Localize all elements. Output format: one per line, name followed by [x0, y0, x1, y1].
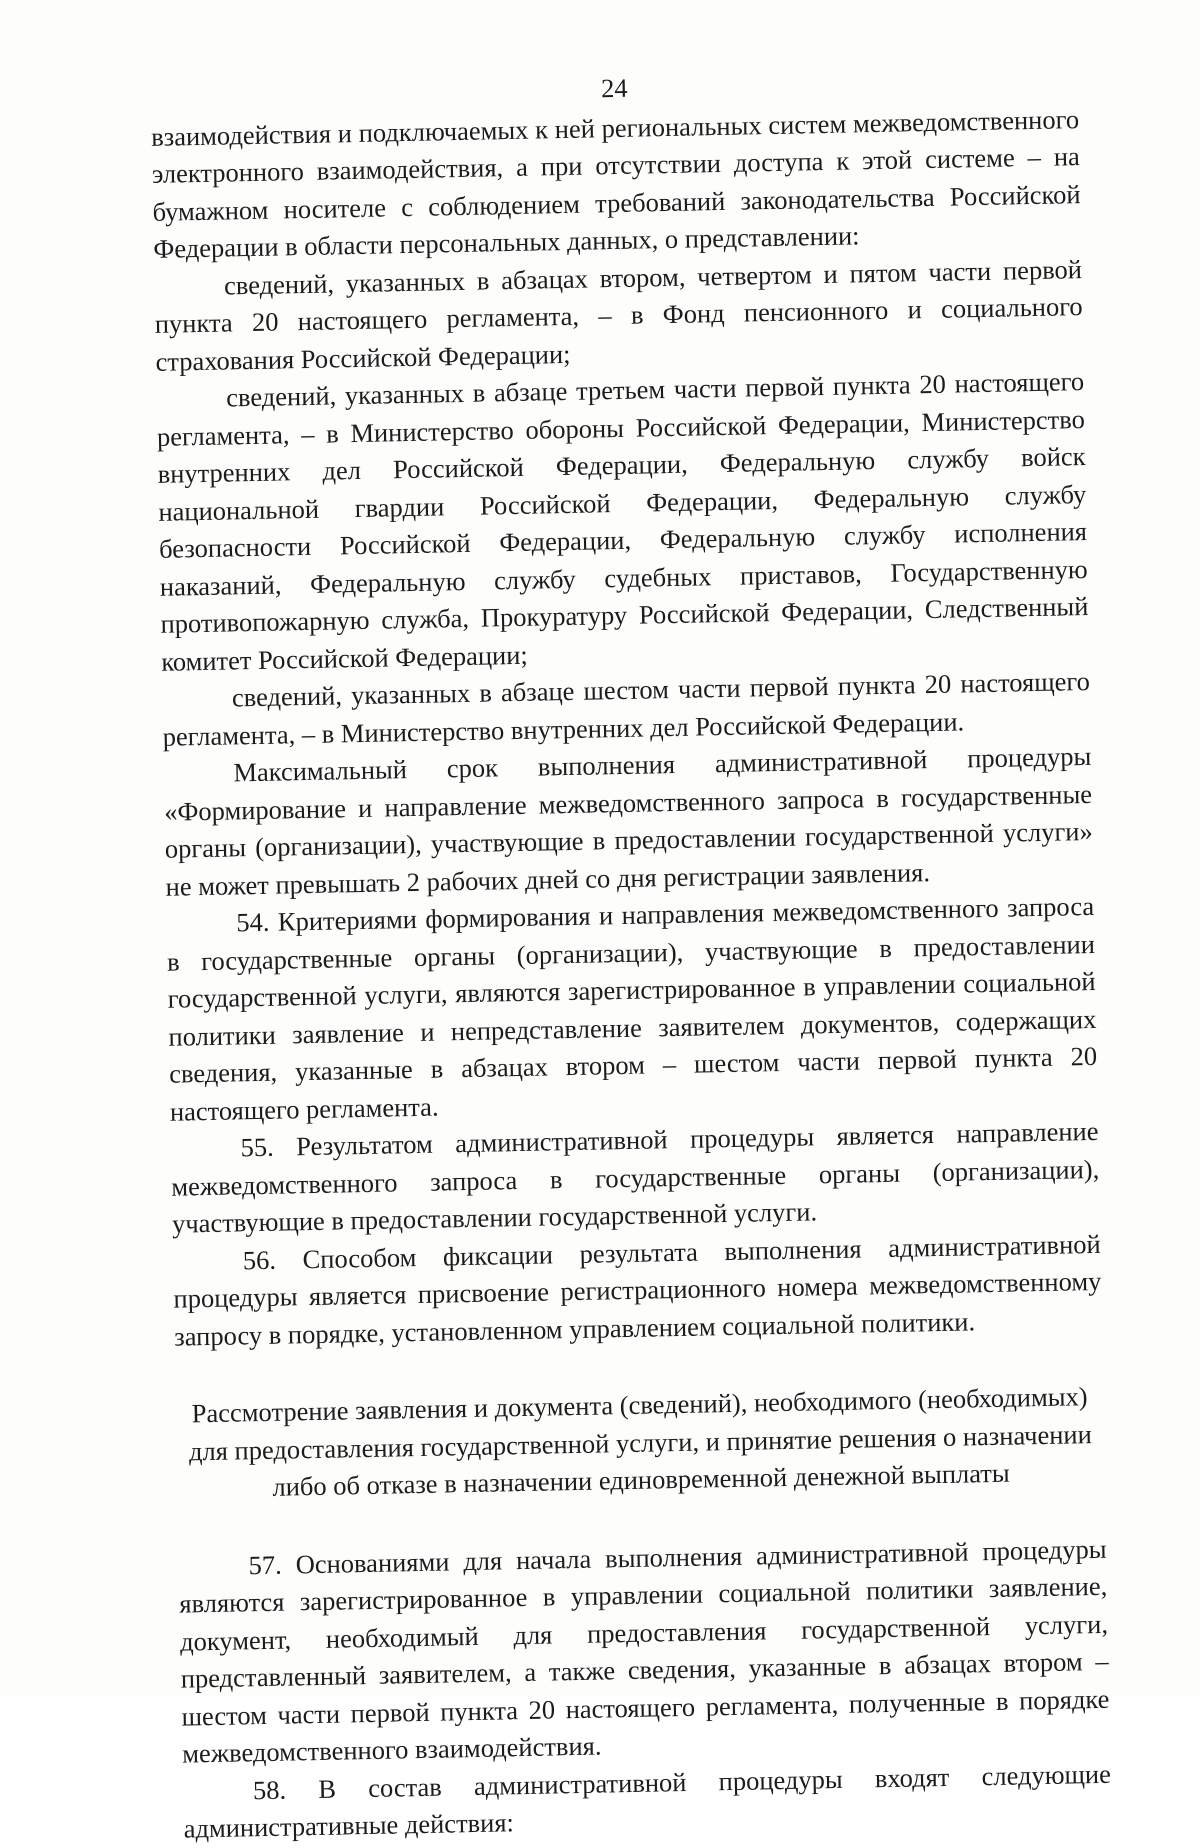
paragraph: 55. Результатом административной процедуры является направление межведомственного запроса в государственные органы (организации), участвующие в предоставлении государственной услуги.	[171, 1115, 1100, 1239]
heading-line: либо об отказе в назначении единовременной денежной выплаты	[272, 1457, 1010, 1502]
heading-line: Рассмотрение заявления и документа (сведений), необходимого (необходимых)	[191, 1381, 1088, 1429]
paragraph: сведений, указанных в абзацах втором, четвертом и пятом части первой пункта 20 настоящего регламента, – в Фонд пенсионного и социального страхования Российской Федерации;	[154, 253, 1083, 377]
paragraph: 54. Критериями формирования и направления межведомственного запроса в государственные органы (организации), участвующие в предоставлении государственной услуги, являются зарегистрированное в управлении социальной политики заявление и непредставление заявителем документов, содержащих сведения, указанные в абзацах втором – шестом части первой пункта 20 настоящего регламента.	[166, 890, 1098, 1127]
paragraph: 56. Способом фиксации результата выполнения административной процедуры является присвоение регистрационного номера межведомственному запросу в порядке, установленном управлением социальной политики.	[173, 1228, 1102, 1352]
paragraph: взаимодействия и подключаемых к ней региональных систем межведомственного электронного взаимодействия, а при отсутствии доступа к этой системе – на бумажном носителе с соблюдением требований законодательства Российской Федерации в области персональных данных, о представлении:	[150, 103, 1081, 264]
document-sheet	[150, 61, 1112, 1848]
paragraph: сведений, указанных в абзаце шестом части первой пункта 20 настоящего регламента, – в Министерство внутренних дел Российской Федерации.	[162, 665, 1091, 752]
paragraph: сведений, указанных в абзаце третьем части первой пункта 20 настоящего регламента, – в Министерство обороны Российской Федерации, Министерство внутренних дел Российской Федерации, Федеральную службу войск национальной гвардии Российской Федерации, Федеральную службу безопасности Российской Федерации, Федеральную службу исполнения наказаний, Федеральную службу судебных приставов, Государственную противопожарную служба, Прокуратуру Российской Федерации, Следственный комитет Российской Федерации;	[156, 366, 1089, 677]
paragraph: 57. Основаниями для начала выполнения административной процедуры являются зарегистрированное в управлении социальной политики заявление, документ, необходимый для предоставления государственной услуги, представленный заявителем, а также сведения, указанные в абзацах втором – шестом части первой пункта 20 настоящего регламента, полученные в порядке межведомственного взаимодействия.	[179, 1533, 1110, 1769]
paragraph: Максимальный срок выполнения административной процедуры «Формирование и направление межведомственного запроса в государственные органы (организации), участвующие в предоставлении государственной услуги» не может превышать 2 рабочих дней со дня регистрации заявления.	[163, 740, 1093, 902]
paragraphs-bottom	[178, 1530, 1112, 1848]
paragraphs-top	[151, 101, 1103, 1356]
paragraph: 58. В состав административной процедуры входят следующие административные действия:	[183, 1758, 1112, 1844]
section-heading	[175, 1378, 1105, 1508]
page-number: 24	[600, 72, 628, 104]
heading-line: для предоставления государственной услуги, и принятие решения о назначении	[188, 1418, 1092, 1466]
